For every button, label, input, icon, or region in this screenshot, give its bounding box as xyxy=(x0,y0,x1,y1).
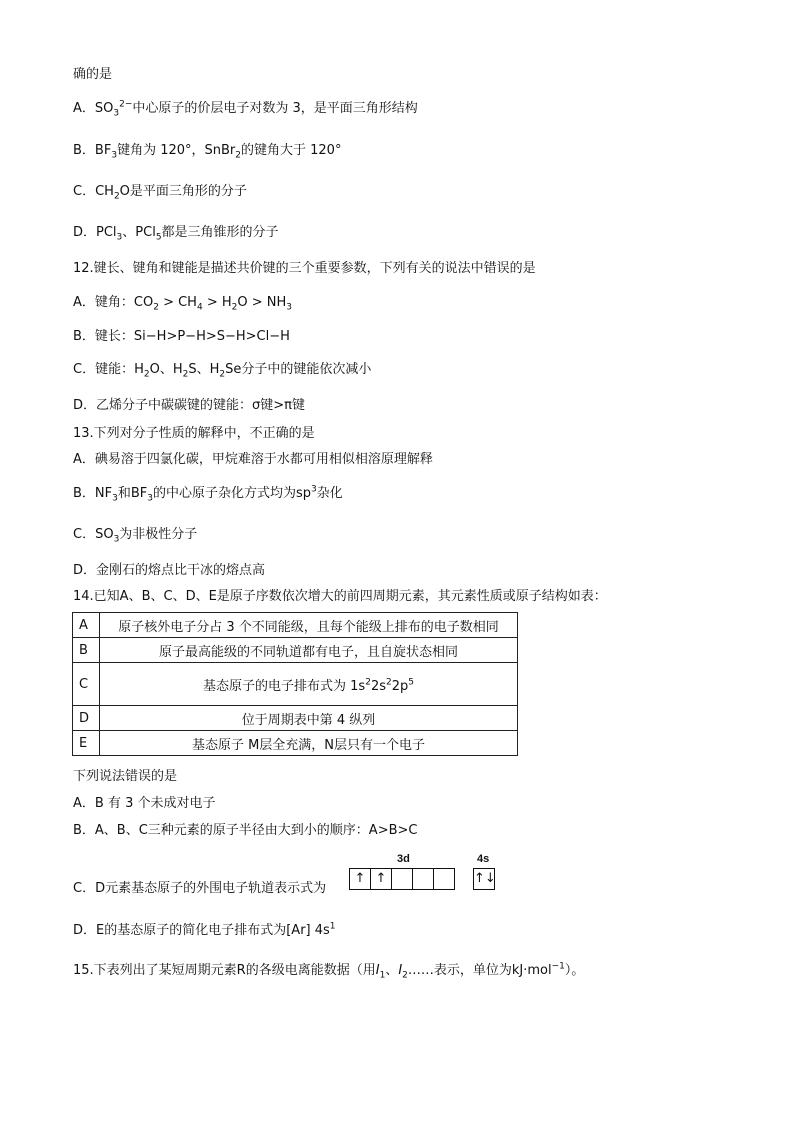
orbital-3d-box xyxy=(433,868,455,890)
row-key: A xyxy=(73,613,100,638)
row-value: 基态原子的电子排布式为 $1s^22s^22p^5$ xyxy=(100,663,518,706)
table-row xyxy=(73,706,518,731)
q12-option-a: A．键角：$CO_2 > CH_4 > H_2O > NH_3$ xyxy=(73,295,292,313)
orbital-4s-label: 4s xyxy=(477,853,490,865)
element-info-table xyxy=(72,612,518,756)
q14-stem: 14.已知A、B、C、D、E是原子序数依次增大的前四周期元素，其元素性质或原子结构如表： xyxy=(73,589,607,604)
q11-stem-tail: 确的是 xyxy=(73,67,113,82)
orbital-diagram xyxy=(349,853,497,895)
q13-stem: 13.下列对分子性质的解释中，不正确的是 xyxy=(73,426,315,441)
q11-option-d: D．PCl$_3$、PCl$_5$都是三角锥形的分子 xyxy=(73,225,279,243)
row-key: D xyxy=(73,706,100,731)
row-value: 基态原子 M层全充满，N层只有一个电子 xyxy=(100,731,518,756)
row-value: 位于周期表中第 4 纵列 xyxy=(100,706,518,731)
table-row xyxy=(73,638,518,663)
row-key: C xyxy=(73,663,100,706)
q12-stem: 12.键长、键角和键能是描述共价键的三个重要参数，下列有关的说法中错误的是 xyxy=(73,261,536,276)
orbital-3d-box xyxy=(391,868,413,890)
row-value: 原子最高能级的不同轨道都有电子，且自旋状态相同 xyxy=(100,638,518,663)
table-row xyxy=(73,731,518,756)
q13-option-c: C．$SO_3$为非极性分子 xyxy=(73,527,198,545)
q15-stem: 15.下表列出了某短周期元素R的各级电离能数据（用$I_1$、$I_2\dots\dots$表示，单位为kJ·mol$^{-1}$）。 xyxy=(73,961,585,981)
orbital-3d-box xyxy=(412,868,434,890)
q13-option-d: D．金刚石的熔点比干冰的熔点高 xyxy=(73,563,266,578)
q14-option-d: D．E的基态原子的简化电子排布式为[Ar] $4s^1$ xyxy=(73,921,336,938)
table-row xyxy=(73,663,518,706)
q12-option-c: C．键能：$H_2O$、$H_2S$、$H_2Se$分子中的键能依次减小 xyxy=(73,362,372,380)
q11-option-b: B．$BF_3$键角为 120°，SnBr$_2$的键角大于 120° xyxy=(73,143,342,161)
q14-follow: 下列说法错误的是 xyxy=(73,769,178,784)
row-key: B xyxy=(73,638,100,663)
q11-option-a: A．$SO_3^{2-}$中心原子的价层电子对数为 3，是平面三角形结构 xyxy=(73,99,418,119)
table-row xyxy=(73,613,518,638)
q14-option-a: A．B 有 3 个未成对电子 xyxy=(73,796,216,811)
q13-option-a: A．碘易溶于四氯化碳，甲烷难溶于水都可用相似相溶原理解释 xyxy=(73,452,433,467)
row-value: 原子核外电子分占 3 个不同能级，且每个能级上排布的电子数相同 xyxy=(100,613,518,638)
q14-option-b: B．A、B、C三种元素的原子半径由大到小的顺序：A>B>C xyxy=(73,823,418,838)
q12-option-b: B．键长：Si−H>P−H>S−H>Cl−H xyxy=(73,329,290,344)
q11-option-c: C．$CH_2O$是平面三角形的分子 xyxy=(73,184,247,202)
orbital-3d-label: 3d xyxy=(397,853,410,865)
q13-option-b: B．$NF_3$和$BF_3$的中心原子杂化方式均为$sp^3$杂化 xyxy=(73,484,343,504)
orbital-3d-box: ↑ xyxy=(370,868,392,890)
q12-option-d: D．乙烯分子中碳碳键的键能：σ键>π键 xyxy=(73,398,305,413)
orbital-3d-box: ↑ xyxy=(349,868,371,890)
q14-option-c: C．D元素基态原子的外围电子轨道表示式为 xyxy=(73,881,327,896)
row-key: E xyxy=(73,731,100,756)
orbital-4s-box: ↑↓ xyxy=(473,868,495,890)
